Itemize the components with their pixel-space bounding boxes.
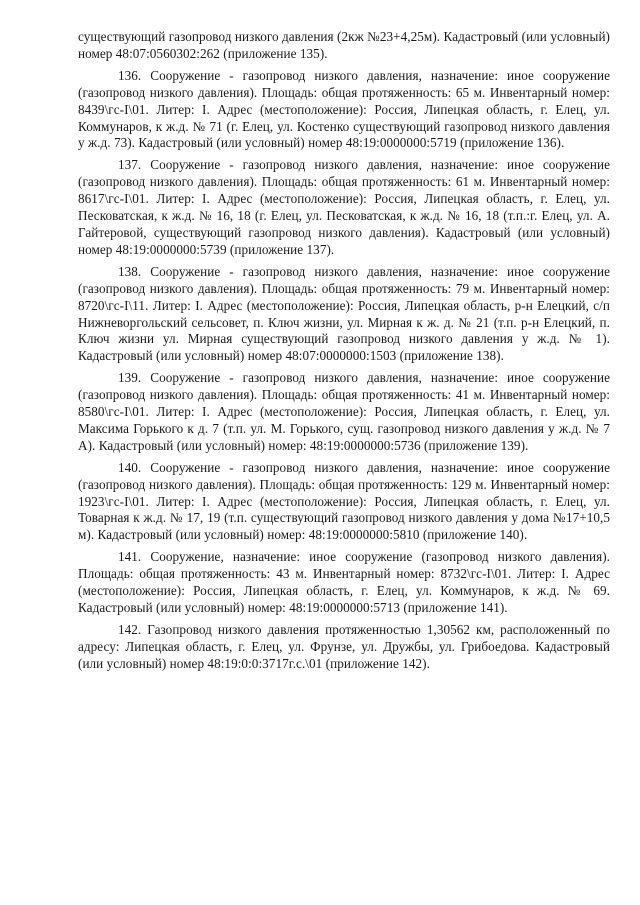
paragraph-item-139: 139. Сооружение - газопровод низкого давления, назначение: иное сооружение (газопровод низкого давления). Площадь: общая протяженность: 41 м. Инвентарный номер: 8580\гс-I\01. Литер: I. Адрес (местоположение): Россия, Липецкая область, г. Елец, ул. Максима Горького к д. 7 (т.п. ул. М. Горького, сущ. газопровод низкого давления у ж.д. № 7 А). Кадастровый (или условный) номер: 48:19:0000000:5736 (приложение 139). [78, 370, 610, 453]
paragraph-item-138: 138. Сооружение - газопровод низкого давления, назначение: иное сооружение (газопровод низкого давления). Площадь: общая протяженность: 79 м. Инвентарный номер: 8720\гс-I\11. Литер: I. Адрес (местоположение): Россия, Липецкая область, р-н Елецкий, с/п Нижневоргольский сельсовет, п. Ключ жизни, ул. Мирная к ж. д. № 21 (т.п. р-н Елецкий, п. Ключ жизни ул. Мирная существующий газопровод низкого давления у ж.д. № 1). Кадастровый (или условный) номер 48:07:0000000:1503 (приложение 138). [78, 263, 610, 364]
paragraph-continuation-135: существующий газопровод низкого давления (2кж №23+4,25м). Кадастровый (или условный) номер 48:07:0560302:262 (приложение 135). [78, 29, 610, 61]
paragraph-item-137: 137. Сооружение - газопровод низкого давления, назначение: иное сооружение (газопровод низкого давления). Площадь: общая протяженность: 61 м. Инвентарный номер: 8617\гс-I\01. Литер: I. Адрес (местоположение): Россия, Липецкая область, г. Елец, ул. Песковатская, к ж.д. № 16, 18 (г. Елец, ул. Песковатская, к ж.д. № 16, 18 (т.п.:г. Елец, ул. А. Гайтеровой, существующий газопровод низкого давления). Кадастровый (или условный) номер 48:19:0000000:5739 (приложение 137). [78, 157, 610, 257]
paragraph-item-142: 142. Газопровод низкого давления протяженностью 1,30562 км, расположенный по адресу: Липецкая область, г. Елец, ул. Фрунзе, ул. Дружбы, ул. Грибоедова. Кадастровый (или условный) номер 48:19:0:0:3717г.с.\01 (приложение 142). [78, 621, 610, 671]
paragraph-item-141: 141. Сооружение, назначение: иное сооружение (газопровод низкого давления). Площадь: общая протяженность: 43 м. Инвентарный номер: 8732\гс-I\01. Литер: I. Адрес (местоположение): Россия, Липецкая область, г. Елец, ул. Коммунаров, к ж.д. № 69. Кадастровый (или условный) номер: 48:19:0000000:5713 (приложение 141). [78, 549, 610, 615]
paragraph-item-140: 140. Сооружение - газопровод низкого давления, назначение: иное сооружение (газопровод низкого давления). Площадь: общая протяженность: 129 м. Инвентарный номер: 1923\гс-I\01. Литер: I. Адрес (местоположение): Россия, Липецкая область, г. Елец, ул. Товарная к ж.д. № 17, 19 (т.п. существующий газопровод низкого давления у дома №17+10,5 м). Кадастровый (или условный) номер: 48:19:0000000:5810 (приложение 140). [78, 459, 610, 543]
paragraph-item-136: 136. Сооружение - газопровод низкого давления, назначение: иное сооружение (газопровод низкого давления). Площадь: общая протяженность: 65 м. Инвентарный номер: 8439\гс-I\01. Литер: I. Адрес (местоположение): Россия, Липецкая область, г. Елец, ул. Коммунаров, к ж.д. № 71 (г. Елец, ул. Костенко существующий газопровод низкого давления у ж.д. 73). Кадастровый (или условный) номер 48:19:0000000:5719 (приложение 136). [78, 67, 610, 151]
